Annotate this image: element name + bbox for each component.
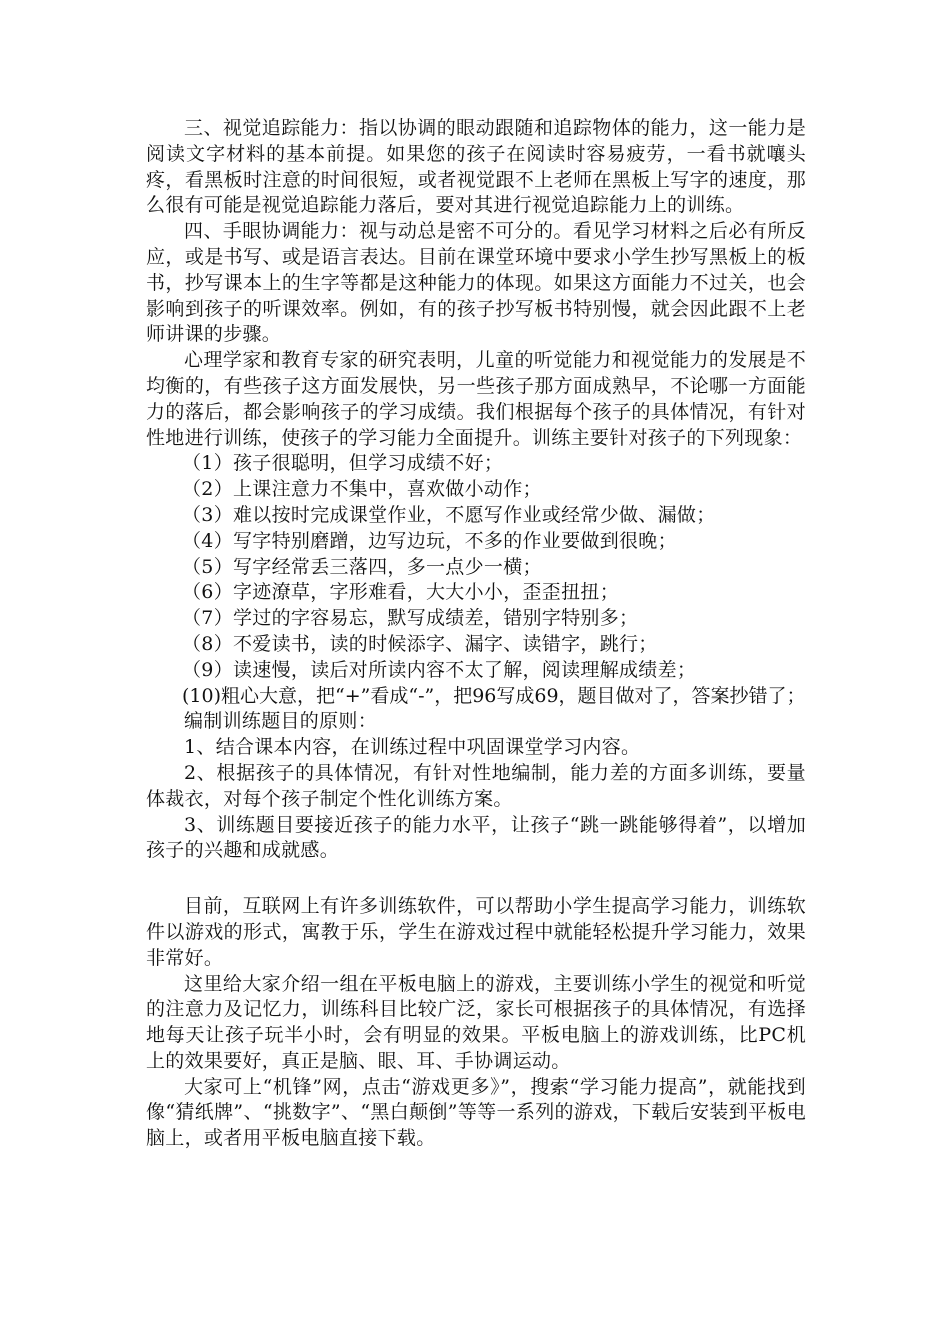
paragraph-tablet-games: 这里给大家介绍一组在平板电脑上的游戏，主要训练小学生的视觉和听觉的注意力及记忆力，训练科目比较广泛，家长可根据孩子的具体情况，有选择地每天让孩子玩半小时，会有明显的效果。平板电脑上的游戏训练，比PC机上的效果要好，真正是脑、眼、耳、手协调运动。	[146, 972, 806, 1072]
list-item: （3）难以按时完成课堂作业，不愿写作业或经常少做、漏做；	[182, 503, 716, 526]
paragraph-research: 心理学家和教育专家的研究表明，儿童的听觉能力和视觉能力的发展是不均衡的，有些孩子这方面发展快，另一些孩子那方面成熟早，不论哪一方面能力的落后，都会影响孩子的学习成绩。我们根据每个孩子的具体情况，有针对性地进行训练，使孩子的学习能力全面提升。训练主要针对孩子的下列现象：	[146, 349, 806, 449]
paragraph-software: 目前，互联网上有许多训练软件，可以帮助小学生提高学习能力，训练软件以游戏的形式，寓教于乐，学生在游戏过程中就能轻松提升学习能力，效果非常好。	[146, 895, 806, 969]
list-item: （9）读速慢，读后对所读内容不太了解，阅读理解成绩差；	[182, 658, 697, 681]
list-item: （5）写字经常丢三落四，多一点少一横；	[182, 555, 542, 578]
list-item: （2）上课注意力不集中，喜欢做小动作；	[182, 478, 542, 501]
list-item: （8）不爱读书，读的时候添字、漏字、读错字，跳行；	[182, 632, 658, 655]
list-item: （1）孩子很聪明，但学习成绩不好；	[182, 452, 504, 475]
principle-item: 1、结合课本内容，在训练过程中巩固课堂学习内容。	[184, 736, 641, 759]
paragraph-visual-tracking: 三、视觉追踪能力：指以协调的眼动跟随和追踪物体的能力，这一能力是阅读文字材料的基本前提。如果您的孩子在阅读时容易疲劳，一看书就嚷头疼，看黑板时注意的时间很短，或者视觉跟不上老师在黑板上写字的速度，那么很有可能是视觉追踪能力落后，要对其进行视觉追踪能力上的训练。	[146, 117, 806, 217]
principles-heading: 编制训练题目的原则：	[184, 710, 378, 733]
principle-item: 3、训练题目要接近孩子的能力水平，让孩子“跳一跳能够得着”，以增加孩子的兴趣和成就感。	[146, 813, 806, 862]
list-item: (10)粗心大意，把“+”看成“-”，把96写成69，题目做对了，答案抄错了；	[182, 684, 806, 707]
list-item: （4）写字特别磨蹭，边写边玩，不多的作业要做到很晚；	[182, 529, 677, 552]
principle-item: 2、根据孩子的具体情况，有针对性地编制，能力差的方面多训练，要量体裁衣，对每个孩子制定个性化训练方案。	[146, 761, 806, 810]
list-item: （6）字迹潦草，字形难看，大大小小，歪歪扭扭；	[182, 581, 619, 604]
list-item: （7）学过的字容易忘，默写成绩差，错别字特别多；	[182, 607, 639, 630]
symptom-list	[146, 451, 806, 709]
paragraph-spacer	[146, 864, 806, 894]
paragraph-hand-eye: 四、手眼协调能力：视与动总是密不可分的。看见学习材料之后必有所反应，或是书写、或是语言表达。目前在课堂环境中要求小学生抄写黑板上的板书，抄写课本上的生字等都是这种能力的体现。如果这方面能力不过关，也会影响到孩子的听课效率。例如，有的孩子抄写板书特别慢，就会因此跟不上老师讲课的步骤。	[146, 220, 806, 346]
document-page	[146, 116, 806, 1152]
paragraph-download: 大家可上“机锋”网，点击“游戏更多》”，搜索“学习能力提高”，就能找到像“猜纸牌”、“挑数字”、“黑白颠倒”等等一系列的游戏，下载后安装到平板电脑上，或者用平板电脑直接下载。	[146, 1075, 806, 1150]
